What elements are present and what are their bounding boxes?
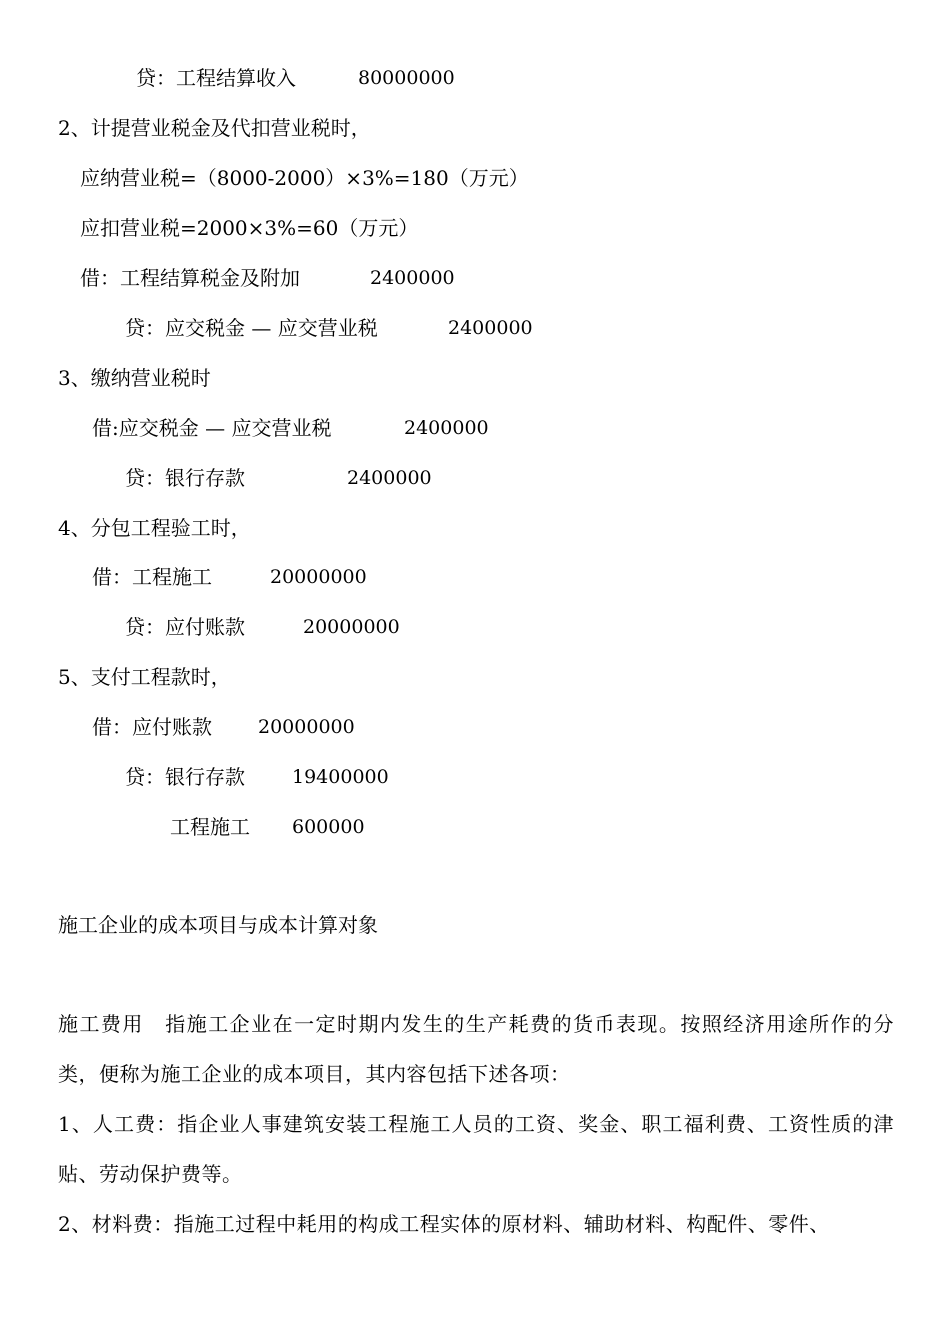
step5-debit-label: 借：应付账款 (92, 715, 212, 739)
step2-heading: 2、计提营业税金及代扣营业税时， (58, 116, 371, 140)
step3-credit-amount: 2400000 (347, 467, 432, 489)
entry1-credit-label: 贷：工程结算收入 (136, 66, 296, 90)
step4-credit-label: 贷：应付账款 (125, 615, 245, 639)
step5-heading: 5、支付工程款时， (58, 665, 231, 689)
step3-debit-label: 借:应交税金 — 应交营业税 (92, 416, 332, 440)
step5-credit2-label: 工程施工 (170, 815, 250, 839)
step4-credit-amount: 20000000 (303, 616, 400, 638)
step2-credit-amount: 2400000 (448, 317, 533, 339)
section-title: 施工企业的成本项目与成本计算对象 (58, 913, 378, 937)
step4-heading: 4、分包工程验工时， (58, 516, 251, 540)
intro-paragraph: 施工费用 指施工企业在一定时期内发生的生产耗费的货币表现。按照经济用途所作的分类，便称为施工企业的成本项目，其内容包括下述各项： (58, 1012, 894, 1086)
step3-credit-label: 贷：银行存款 (125, 466, 245, 490)
step5-credit2-amount: 600000 (292, 816, 365, 838)
step2-debit-amount: 2400000 (370, 267, 455, 289)
step2-debit-label: 借：工程结算税金及附加 (80, 266, 300, 290)
step5-debit-amount: 20000000 (258, 716, 355, 738)
cost-item-material: 2、材料费：指施工过程中耗用的构成工程实体的原材料、辅助材料、构配件、零件、 (58, 1212, 830, 1236)
cost-item-labor: 1、人工费：指企业人事建筑安装工程施工人员的工资、奖金、职工福利费、工资性质的津贴、劳动保护费等。 (58, 1112, 894, 1186)
step2-calc1: 应纳营业税=（8000-2000）×3%=180（万元） (80, 166, 529, 190)
step3-debit-amount: 2400000 (404, 417, 489, 439)
step4-debit-label: 借：工程施工 (92, 565, 212, 589)
step5-credit-label: 贷：银行存款 (125, 765, 245, 789)
step3-heading: 3、缴纳营业税时 (58, 366, 211, 390)
entry1-credit-amount: 80000000 (358, 67, 455, 89)
step5-credit-amount: 19400000 (292, 766, 389, 788)
step4-debit-amount: 20000000 (270, 566, 367, 588)
step2-calc2: 应扣营业税=2000×3%=60（万元） (80, 216, 419, 240)
step2-credit-label: 贷：应交税金 — 应交营业税 (125, 316, 378, 340)
